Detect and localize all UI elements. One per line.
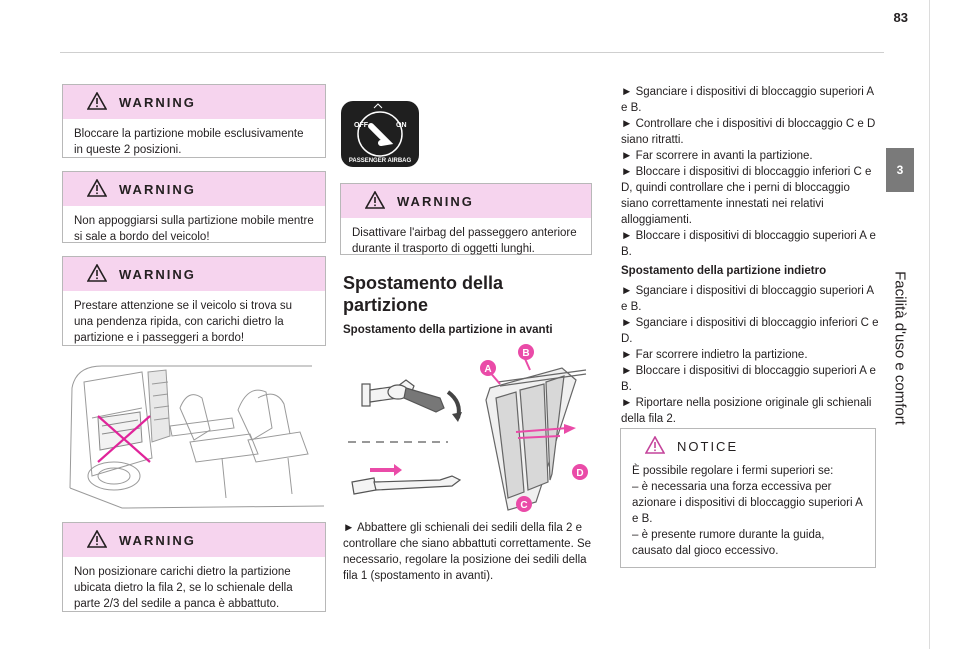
forward-step-text: ► Abbattere gli schienali dei sedili della fila 2 e controllare che siano abbattuti correttamente. Se necessario, regolare la posizione dei sedili della fila 1 (spostamento in avanti). (343, 522, 592, 582)
label-c: C (520, 500, 528, 511)
warning-box-3 (62, 256, 326, 346)
warning-icon (87, 530, 107, 548)
warning-icon (87, 264, 107, 282)
warning-header (63, 85, 325, 119)
section-title: Spostamento della partizione (343, 273, 504, 315)
warning-text: Bloccare la partizione mobile esclusivamente in queste 2 posizioni. (74, 128, 304, 156)
passenger-airbag-off-icon (340, 100, 420, 168)
subsection-title-forward: Spostamento della partizione in avanti (343, 324, 553, 336)
partition-lock-diagram (340, 340, 590, 515)
subsection-title-backward: Spostamento della partizione indietro (621, 265, 827, 277)
label-a: A (484, 364, 492, 375)
notice-title: NOTICE (677, 439, 739, 454)
warning-icon (87, 92, 107, 110)
warning-title: WARNING (397, 194, 474, 209)
warning-title: WARNING (119, 182, 196, 197)
forward-steps: ► Sganciare i dispositivi di bloccaggio superiori A e B. ► Controllare che i dispositivi di bloccaggio C e D siano ritratti. ► Far scorrere in avanti la partizione. ► Bloccare i dispositivi di bloccaggio inferiori C e D, quindi controllare che i perni di bloccaggio siano correttamente innestati nei relativi alloggiamenti. ► Bloccare i dispositivi di bloccaggio superiori A e B. (621, 86, 876, 258)
warning-text: Non posizionare carichi dietro la partizione ubicata dietro la fila 2, se lo schienale della parte 2/3 del sedile a panca è abbattuto. (74, 566, 293, 610)
airbag-ring-label (349, 158, 412, 164)
airbag-warning-box (340, 183, 592, 255)
airbag-off-label (354, 122, 369, 129)
warning-header (63, 523, 325, 557)
van-interior-illustration (62, 358, 326, 510)
warning-header (341, 184, 591, 218)
airbag-on-label (396, 122, 407, 129)
page-number: 83 (893, 10, 908, 25)
warning-box-2 (62, 171, 326, 243)
notice-text: È possibile regolare i fermi superiori se: – è necessaria una forza eccessiva per azionare i dispositivi di bloccaggio superiori A e B. – è presente rumore durante la guida, causato dal gioco eccessivo. (632, 465, 863, 557)
backward-steps: ► Sganciare i dispositivi di bloccaggio superiori A e B. ► Sganciare i dispositivi di bloccaggio inferiori C e D. ► Far scorrere indietro la partizione. ► Bloccare i dispositivi di bloccaggio superiori A e B. ► Riportare nella posizione originale gli schienali della fila 2. (621, 285, 879, 425)
svg-text:PASSENGER AIRBAG: PASSENGER AIRBAG (348, 158, 412, 164)
notice-box (620, 428, 876, 568)
notice-icon (645, 436, 665, 454)
chapter-tab[interactable]: 3 (886, 148, 914, 192)
warning-text: Non appoggiarsi sulla partizione mobile mentre si sale a bordo del veicolo! (74, 215, 314, 243)
warning-icon (365, 191, 385, 209)
warning-box-4 (62, 522, 326, 612)
warning-box-1 (62, 84, 326, 158)
svg-text:OFF: OFF (354, 122, 368, 129)
warning-title: WARNING (119, 95, 196, 110)
warning-header (63, 172, 325, 206)
notice-header (621, 429, 875, 463)
warning-icon (87, 179, 107, 197)
side-rule (929, 0, 930, 649)
chapter-title: Facilità d'uso e comfort (891, 271, 909, 425)
label-d: D (576, 468, 584, 479)
warning-text: Prestare attenzione se il veicolo si trova su una pendenza ripida, con carichi dietro la partizione e i passeggeri a bordo! (74, 300, 292, 344)
header-rule (60, 52, 884, 53)
label-b: B (522, 348, 530, 359)
warning-title: WARNING (119, 533, 196, 548)
warning-text: Disattivare l'airbag del passeggero anteriore durante il trasporto di oggetti lunghi. (352, 227, 577, 255)
warning-title: WARNING (119, 267, 196, 282)
warning-header (63, 257, 325, 291)
svg-text:ON: ON (396, 122, 407, 129)
